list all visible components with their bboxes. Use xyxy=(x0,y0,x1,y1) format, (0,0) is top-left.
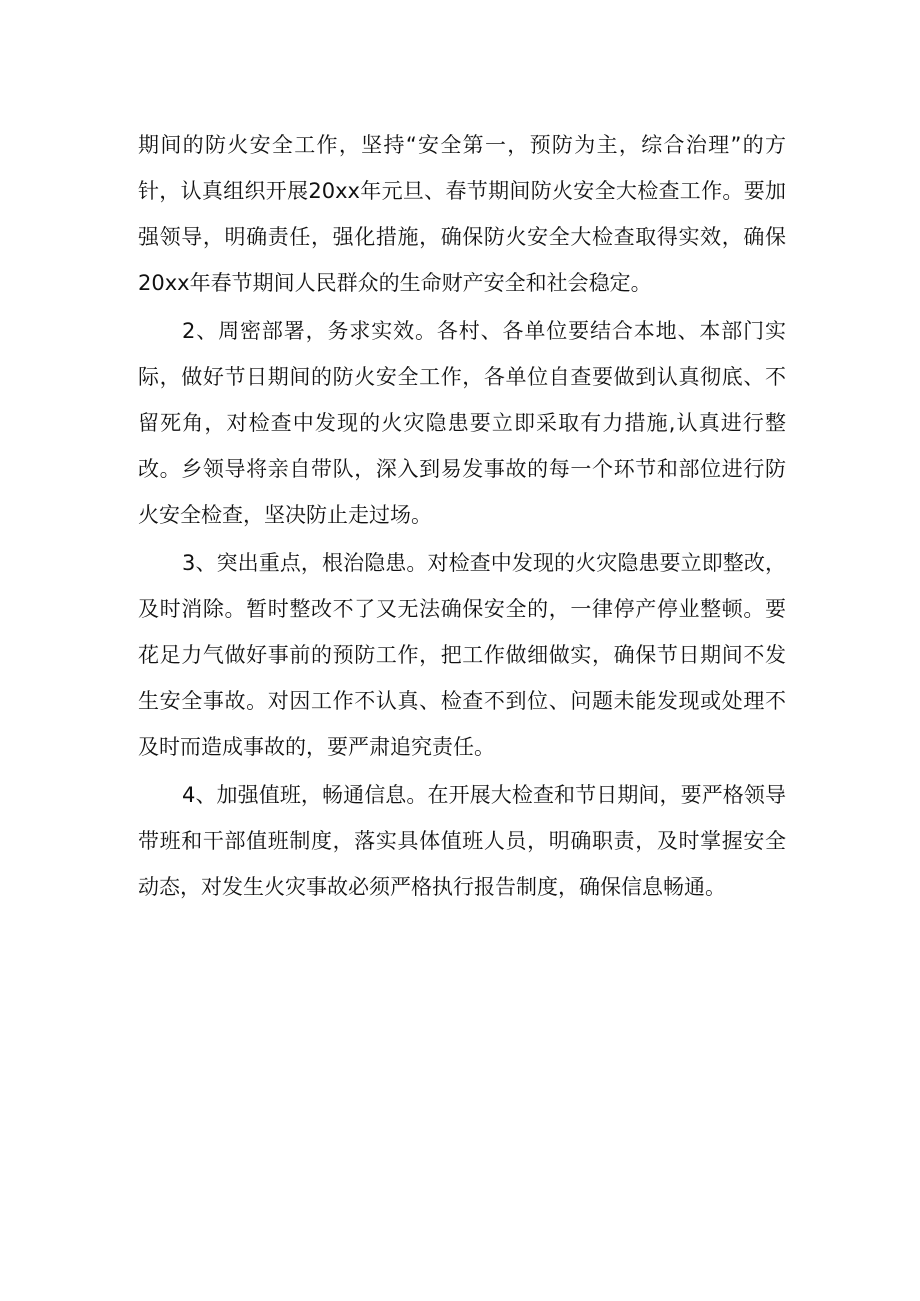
paragraph-item-4: 4、加强值班，畅通信息。在开展大检查和节日期间，要严格领导带班和干部值班制度，落实具体值班人员，明确职责，及时掌握安全动态，对发生火灾事故必须严格执行报告制度，确保信息畅通。 xyxy=(138,783,786,899)
document-page xyxy=(138,122,786,910)
paragraph-continuation: 期间的防火安全工作，坚持“安全第一，预防为主，综合治理”的方针，认真组织开展20xx年元旦、春节期间防火安全大检查工作。要加强领导，明确责任，强化措施，确保防火安全大检查取得实效，确保20xx年春节期间人民群众的生命财产安全和社会稳定。 xyxy=(138,133,786,295)
paragraph-item-2: 2、周密部署，务求实效。各村、各单位要结合本地、本部门实际，做好节日期间的防火安全工作，各单位自查要做到认真彻底、不留死角，对检查中发现的火灾隐患要立即采取有力措施,认真进行整改。乡领导将亲自带队，深入到易发事故的每一个环节和部位进行防火安全检查，坚决防止走过场。 xyxy=(138,319,786,527)
paragraph-item-3: 3、突出重点，根治隐患。对检查中发现的火灾隐患要立即整改，及时消除。暂时整改不了又无法确保安全的，一律停产停业整顿。要花足力气做好事前的预防工作，把工作做细做实，确保节日期间不发生安全事故。对因工作不认真、检查不到位、问题未能发现或处理不及时而造成事故的，要严肃追究责任。 xyxy=(138,551,786,759)
